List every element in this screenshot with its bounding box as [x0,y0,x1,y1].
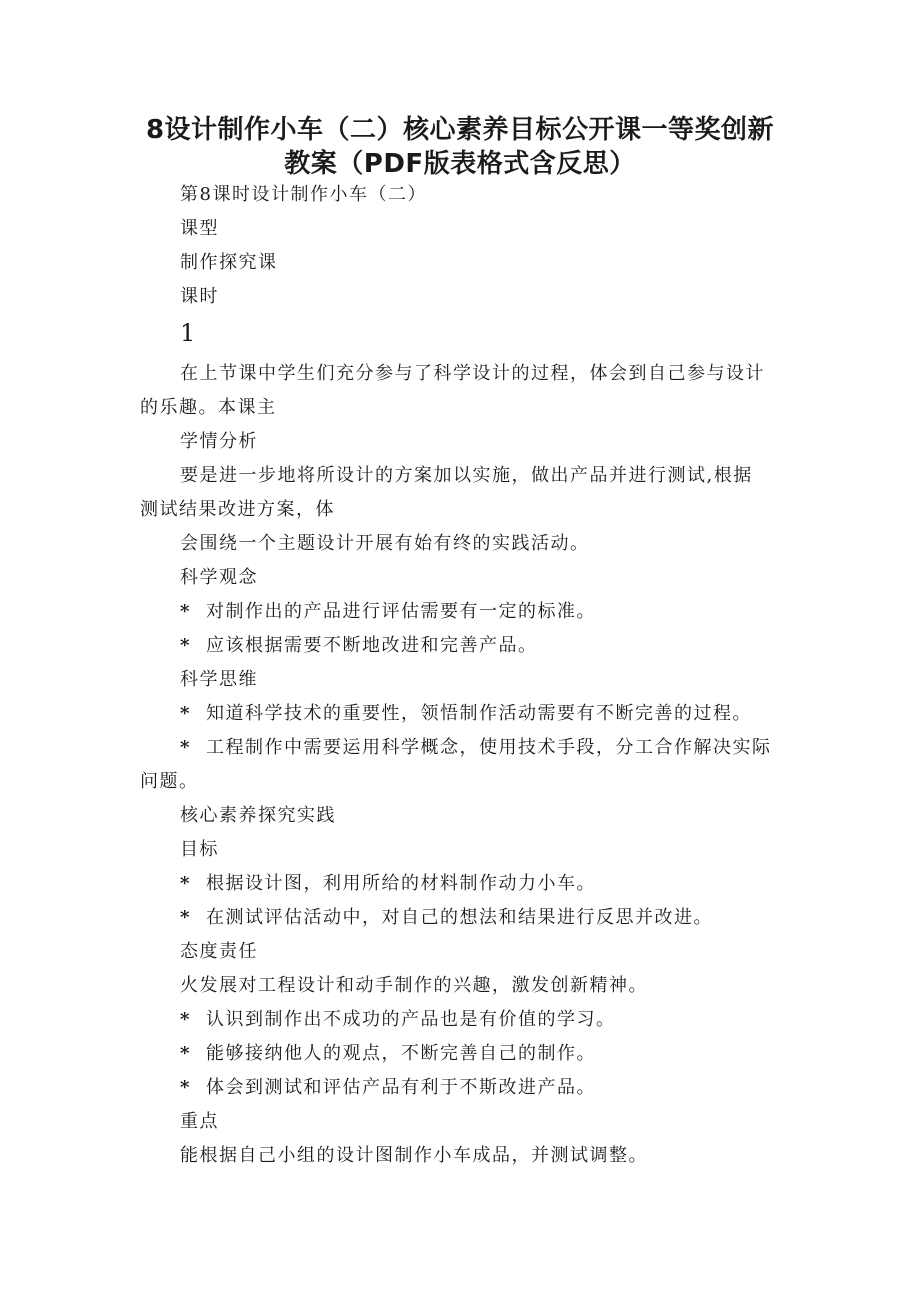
thinking-label: 科学思维 [180,669,258,690]
attitude-label: 态度责任 [180,941,258,962]
bullet-star: * [180,1009,191,1030]
practice-item [180,871,596,897]
lesson-heading: 第8课时设计制作小车（二） [180,184,427,205]
bullet-star: * [180,1043,191,1064]
concept-item [180,599,596,625]
practice-item-text: 在测试评估活动中，对自己的想法和结果进行反思并改进。 [206,907,713,928]
thinking-item-continuation: 问题。 [140,771,199,792]
bullet-star: * [180,635,191,656]
goal-label: 目标 [180,839,219,860]
analysis-text-3: 要是进一步地将所设计的方案加以实施，做出产品并进行测试,根据 [180,465,753,486]
analysis-text-4: 测试结果改进方案，体 [140,499,335,520]
type-label: 课型 [180,218,219,239]
analysis-text-2: 的乐趣。本课主 [140,397,277,418]
analysis-text-1: 在上节课中学生们充分参与了科学设计的过程，体会到自己参与设计 [180,363,765,384]
attitude-item-text: 体会到测试和评估产品有利于不斯改进产品。 [206,1077,596,1098]
thinking-item-text: 知道科学技术的重要性，领悟制作活动需要有不断完善的过程。 [206,703,752,724]
attitude-text: 火发展对工程设计和动手制作的兴趣，激发创新精神。 [180,975,648,996]
key-point-label: 重点 [180,1111,219,1132]
practice-item [180,905,713,931]
bullet-star: * [180,907,191,928]
bullet-star: * [180,873,191,894]
bullet-star: * [180,1077,191,1098]
attitude-item-text: 能够接纳他人的观点，不断完善自己的制作。 [206,1043,596,1064]
period-value: 1 [180,319,196,347]
attitude-item [180,1075,596,1101]
attitude-item [180,1041,596,1067]
concept-label: 科学观念 [180,567,258,588]
practice-label: 核心素养探究实践 [180,805,336,826]
document-title-line-1: 8设计制作小车（二）核心素养目标公开课一等奖创新 [145,115,775,145]
attitude-item [180,1007,616,1033]
concept-item [180,633,538,659]
thinking-item-text: 工程制作中需要运用科学概念，使用技术手段，分工合作解决实际 [206,737,772,758]
analysis-text-5: 会围绕一个主题设计开展有始有终的实践活动。 [180,533,590,554]
key-point-text: 能根据自己小组的设计图制作小车成品，并测试调整。 [180,1145,648,1166]
concept-item-text: 对制作出的产品进行评估需要有一定的标准。 [206,601,596,622]
type-value: 制作探究课 [180,252,278,273]
attitude-item-text: 认识到制作出不成功的产品也是有价值的学习。 [206,1009,616,1030]
bullet-star: * [180,601,191,622]
document-title-line-2: 教案（PDF版表格式含反思） [284,149,636,179]
bullet-star: * [180,703,191,724]
thinking-item [180,701,752,727]
thinking-item [180,735,772,761]
analysis-label: 学情分析 [180,431,258,452]
practice-item-text: 根据设计图，利用所给的材料制作动力小车。 [206,873,596,894]
bullet-star: * [180,737,191,758]
period-label: 课时 [180,286,219,307]
concept-item-text: 应该根据需要不断地改进和完善产品。 [206,635,538,656]
